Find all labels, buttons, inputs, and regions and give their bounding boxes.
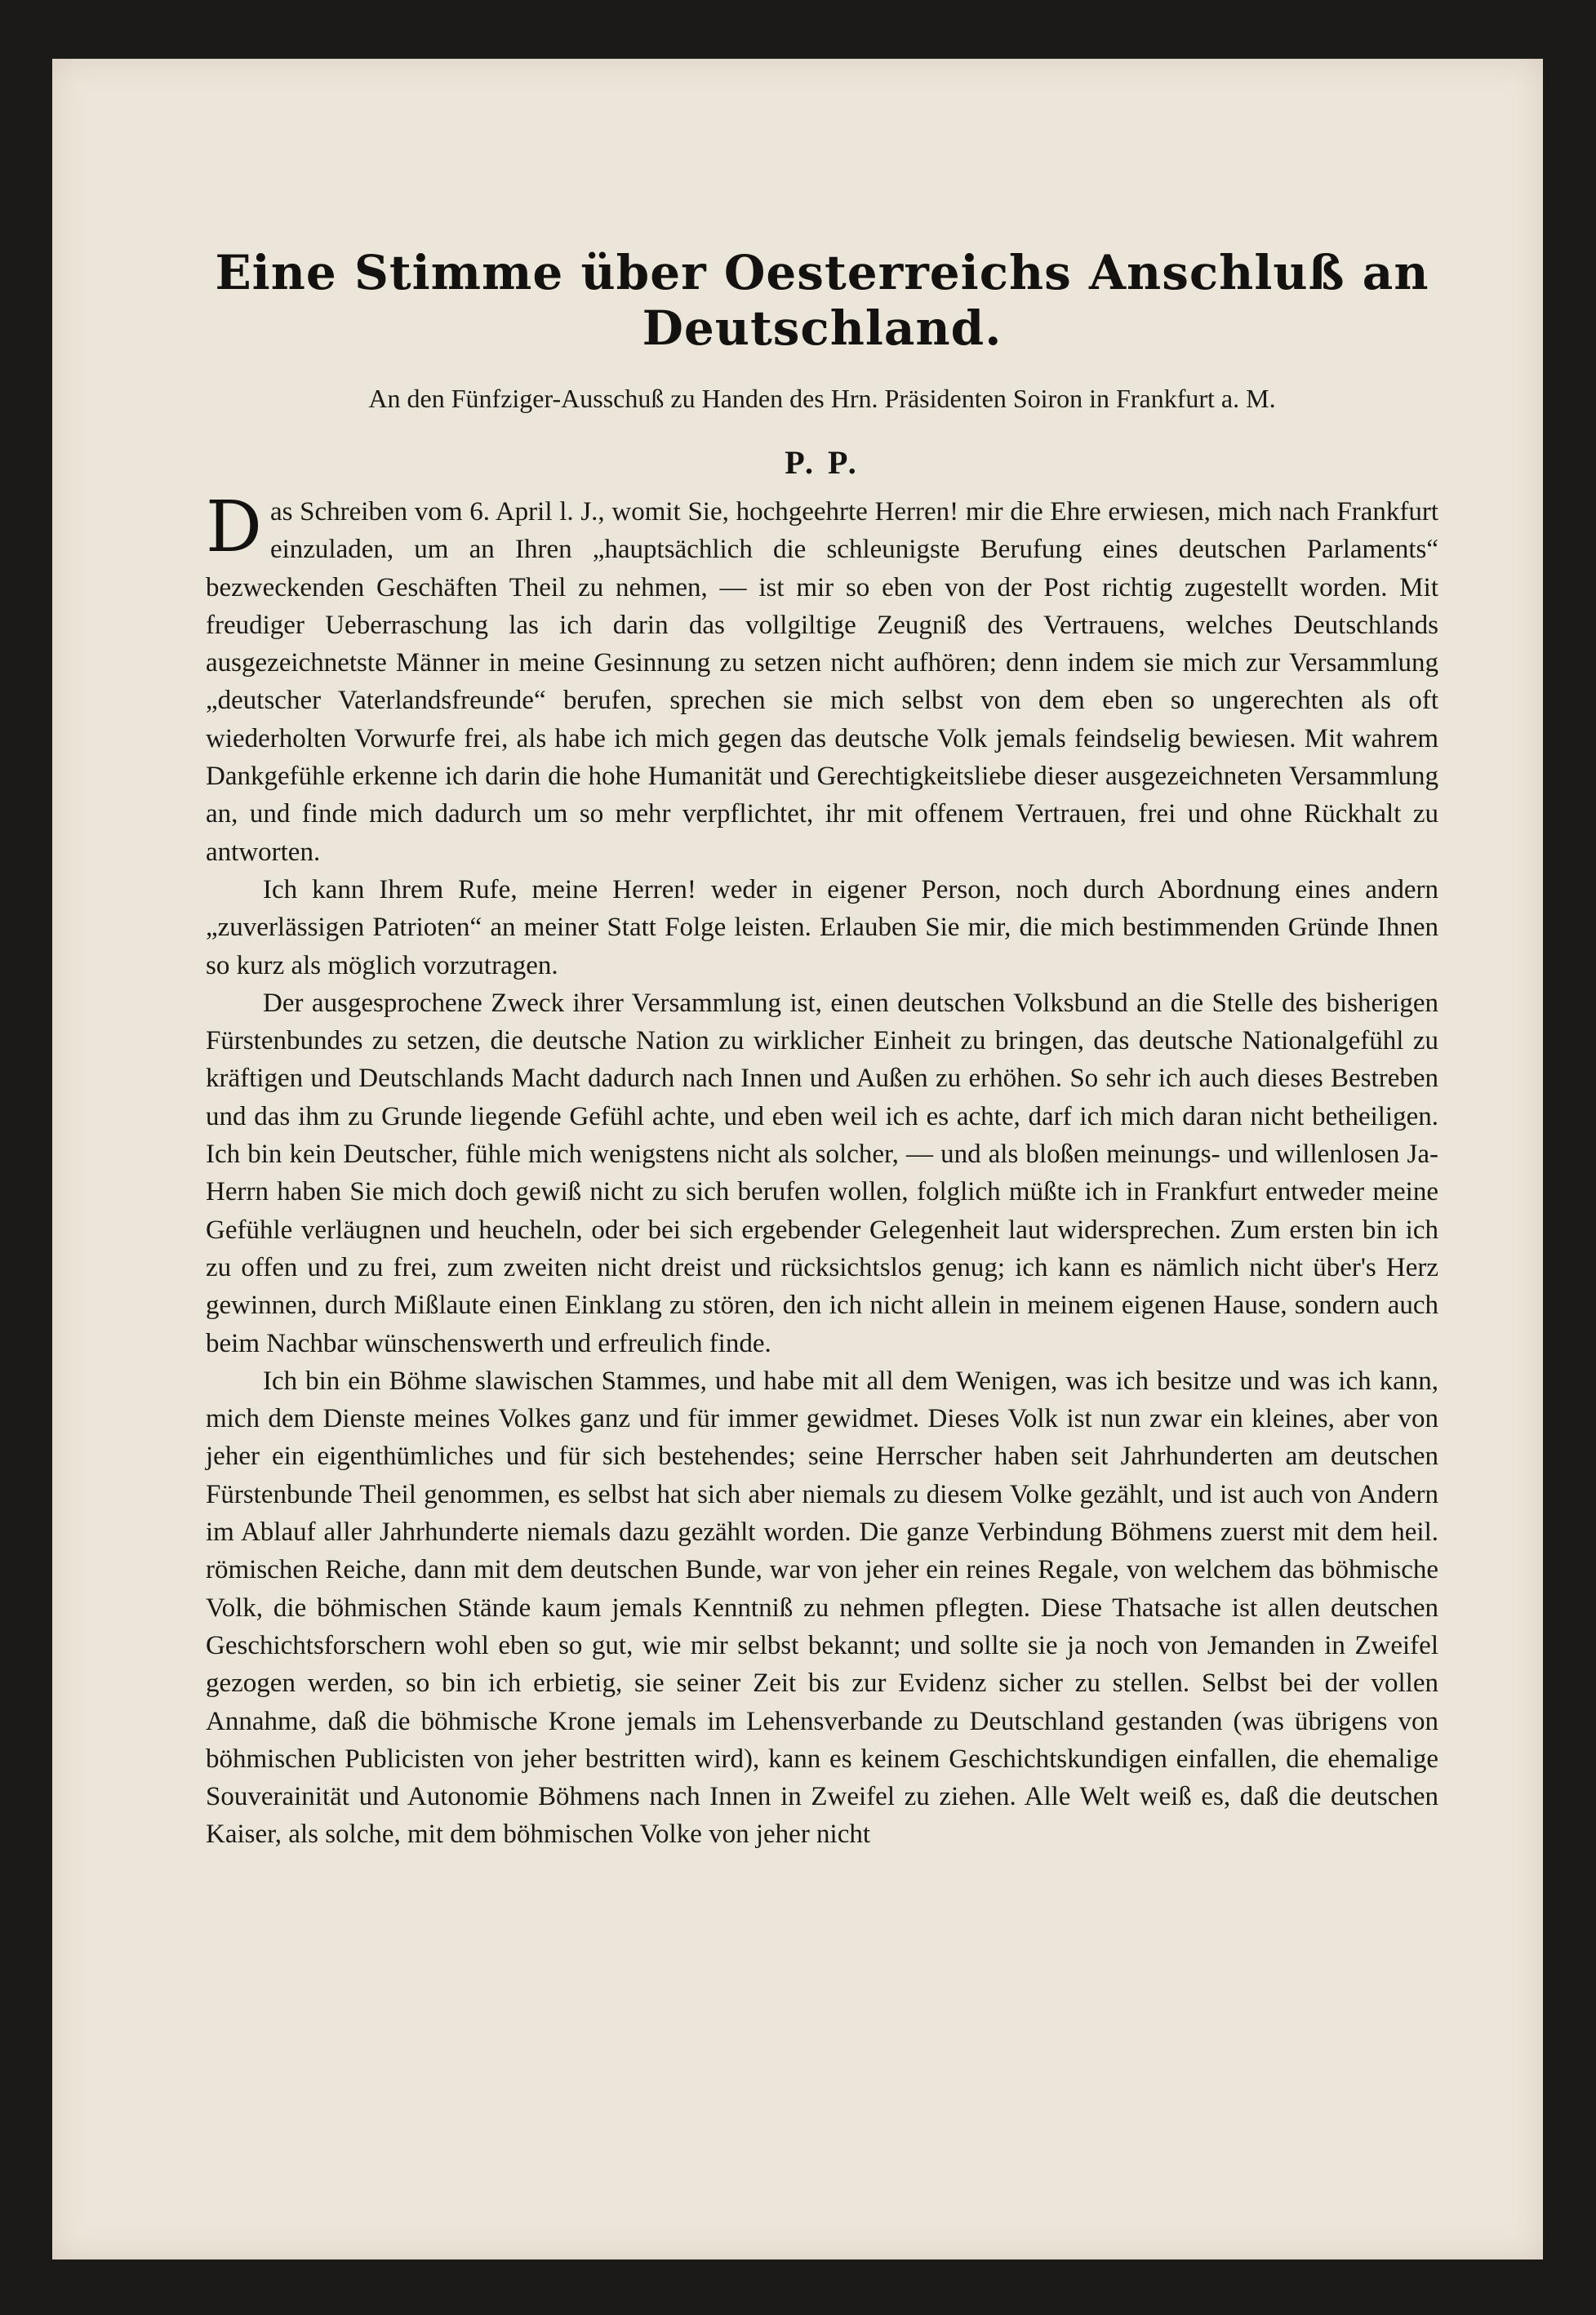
paragraph-1 (206, 487, 1438, 871)
paper-sheet (52, 59, 1543, 2259)
salutation: P. P. (785, 444, 860, 481)
paragraph-2: Ich kann Ihrem Rufe, meine Herren! weder in eigener Person, noch durch Abordnung eines andern „zuverlässigen Patrioten“ an meiner Statt Folge leisten. Erlauben Sie mir, die mich bestimmenden Gründe Ihnen so kurz als möglich vorzutragen. (206, 874, 1438, 980)
paragraph-1-text: as Schreiben vom 6. April l. J., womit Sie, hochgeehrte Herren! mir die Ehre erwiesen, mich nach Frankfurt einzuladen, um an Ihren „hauptsächlich die schleunigste Berufung eines deutschen Parlaments“ bezweckenden Geschäften Theil zu nehmen, — ist mir so eben von der Post richtig zugestellt worden. Mit freudiger Ueberraschung las ich darin das vollgiltige Zeugniß des Vertrauens, welches Deutschlands ausgezeichnetste Männer in meine Gesinnung zu setzen nicht aufhören; denn indem sie mich zur Versammlung „deutscher Vaterlandsfreunde“ berufen, sprechen sie mich selbst von dem eben so ungerechten als oft wiederholten Vorwurfe frei, als habe ich mich gegen das deutsche Volk jemals feindselig bewiesen. Mit wahrem Dankgefühle erkenne ich darin die hohe Humanität und Gerechtigkeitsliebe dieser ausgezeichneten Versammlung an, und finde mich dadurch um so mehr verpflichtet, ihr mit offenem Vertrauen, frei und ohne Rückhalt zu antworten. (206, 497, 1438, 867)
drop-cap: D (206, 487, 262, 568)
address-line: An den Fünfziger-Ausschuß zu Handen des Hrn. Präsidenten Soiron in Frankfurt a. M. (368, 384, 1276, 413)
paragraph-3: Der ausgesprochene Zweck ihrer Versammlung ist, einen deutschen Volksbund an die Stelle des bisherigen Fürstenbundes zu setzen, die deutsche Nation zu wirklicher Einheit zu bringen, das deutsche Nationalgefühl zu kräftigen und Deutschlands Macht dadurch nach Innen und Außen zu erhöhen. So sehr ich auch dieses Bestreben und das ihm zu Grunde liegende Gefühl achte, und eben weil ich es achte, darf ich mich daran nicht betheiligen. Ich bin kein Deutscher, fühle mich wenigstens nicht als solcher, — und als bloßen meinungs- und willenlosen Ja-Herrn haben Sie mich doch gewiß nicht zu sich berufen wollen, folglich müßte ich in Frankfurt entweder meine Gefühle verläugnen und heucheln, oder bei sich ergebender Gelegenheit laut widersprechen. Zum ersten bin ich zu offen und zu frei, zum zweiten nicht dreist und rücksichtslos genug; ich kann es nämlich nicht über's Herz gewinnen, durch Mißlaute einen Einklang zu stören, den ich nicht allein in meinem eigenen Hause, sondern auch beim Nachbar wünschenswerth und erfreulich finde. (206, 988, 1438, 1358)
document-title: Eine Stimme über Oesterreichs Anschluß an Deutschland. (215, 245, 1429, 356)
document-body (206, 245, 1438, 1854)
paragraph-4: Ich bin ein Böhme slawischen Stammes, und habe mit all dem Wenigen, was ich besitze und was ich kann, mich dem Dienste meines Volkes ganz und für immer gewidmet. Dieses Volk ist nun zwar ein kleines, aber von jeher ein eigenthümliches und für sich bestehendes; seine Herrscher haben seit Jahrhunderten am deutschen Fürstenbunde Theil genommen, es selbst hat sich aber niemals zu diesem Volke gezählt, und ist auch von Andern im Ablauf aller Jahrhunderte niemals dazu gezählt worden. Die ganze Verbindung Böhmens zuerst mit dem heil. römischen Reiche, dann mit dem deutschen Bunde, war von jeher ein reines Regale, von welchem das böhmische Volk, die böhmischen Stände kaum jemals Kenntniß zu nehmen pflegten. Diese Thatsache ist allen deutschen Geschichtsforschern wohl eben so gut, wie mir selbst bekannt; und sollte sie ja noch von Jemanden in Zweifel gezogen werden, so bin ich erbietig, sie seiner Zeit bis zur Evidenz sicher zu stellen. Selbst bei der vollen Annahme, daß die böhmische Krone jemals im Lehensverbande zu Deutschland gestanden (was übrigens von böhmischen Publicisten von jeher bestritten wird), kann es keinem Geschichtskundigen einfallen, die ehemalige Souverainität und Autonomie Böhmens nach Innen in Zweifel zu ziehen. Alle Welt weiß es, daß die deutschen Kaiser, als solche, mit dem böhmischen Volke von jeher nicht (206, 1366, 1438, 1850)
